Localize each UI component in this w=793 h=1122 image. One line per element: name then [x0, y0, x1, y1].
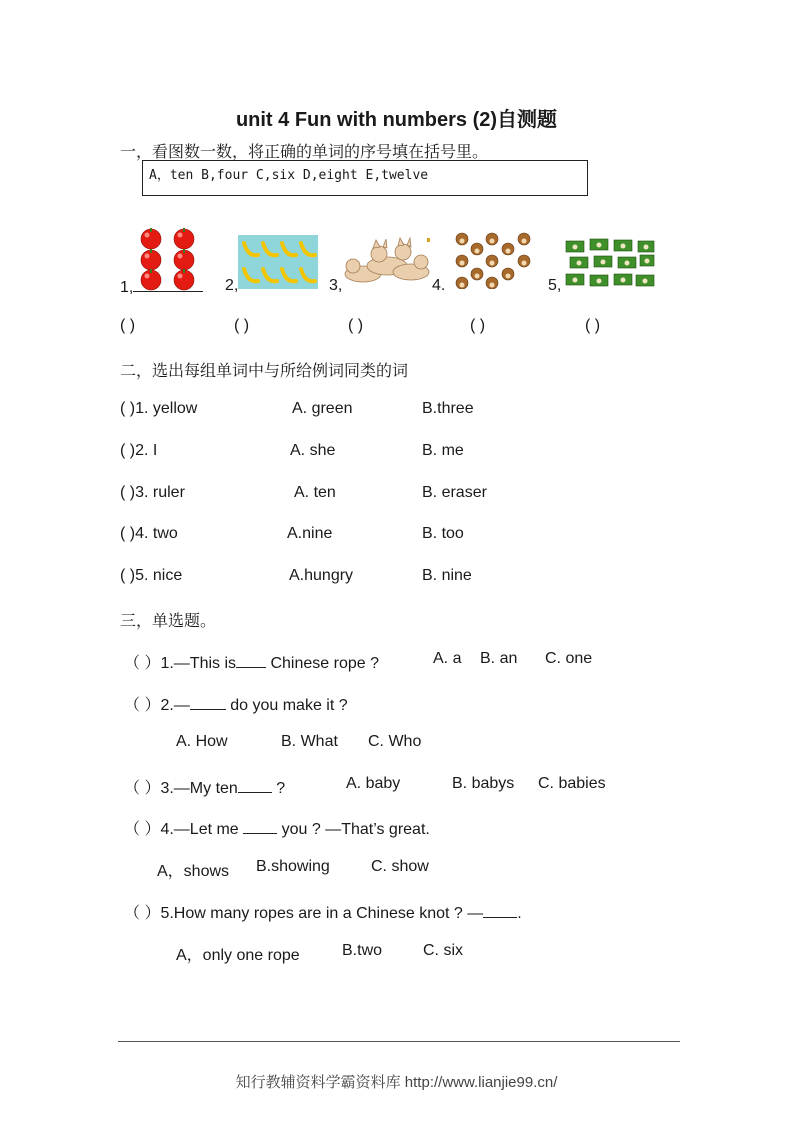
- page-title: unit 4 Fun with numbers (2)自测题: [235, 109, 558, 131]
- s3-q4-a: A，shows: [157, 863, 230, 880]
- s3-q2-a: A. How: [176, 733, 228, 750]
- answer-paren-2[interactable]: ( ): [234, 317, 250, 334]
- s3-q2: （ ）2.— do you make it ?: [124, 697, 348, 714]
- tiles-picture: [564, 237, 656, 289]
- bananas-picture: [238, 235, 318, 289]
- s3-q3: （ ）3.—My ten ?: [124, 780, 286, 797]
- s2-item-1-b: B.three: [422, 400, 474, 417]
- s2-item-2: ( )2. I: [120, 442, 158, 459]
- pic-label-1: 1,: [120, 277, 203, 297]
- s3-q4-b: B.showing: [256, 858, 330, 875]
- cats-picture: [341, 236, 433, 286]
- s3-q5: （ ）5.How many ropes are in a Chinese knot ? — .: [124, 905, 522, 922]
- s3-q3-c: C. babies: [538, 775, 606, 792]
- s3-q1-c: C. one: [545, 650, 593, 667]
- answer-paren-4[interactable]: ( ): [470, 317, 486, 334]
- s2-item-2-b: B. me: [422, 442, 464, 459]
- footer-divider: [118, 1041, 680, 1042]
- s2-item-3-a: A. ten: [294, 484, 336, 501]
- s3-q4: （ ）4.—Let me you ? —That’s great.: [124, 821, 430, 838]
- s2-item-1: ( )1. yellow: [120, 400, 198, 417]
- pic-label-3: 3,: [329, 277, 343, 294]
- s2-item-3: ( )3. ruler: [120, 484, 185, 501]
- s2-item-5: ( )5. nice: [120, 567, 183, 584]
- s2-item-5-a: A.hungry: [289, 567, 354, 584]
- s2-item-1-a: A. green: [292, 400, 353, 417]
- s3-q5-c: C. six: [423, 942, 463, 959]
- s2-item-2-a: A. she: [290, 442, 336, 459]
- s3-q2-c: C. Who: [368, 733, 422, 750]
- answer-paren-1[interactable]: ( ): [120, 317, 136, 334]
- options-box: [142, 160, 588, 196]
- answer-paren-3[interactable]: ( ): [348, 317, 364, 334]
- s3-q1: （ ）1.—This is Chinese rope ?: [124, 655, 379, 672]
- footer-text: 知行教辅资料学霸资料库 http://www.lianjie99.cn/: [235, 1074, 558, 1091]
- options-text: A，ten B,four C,six D,eight E,twelve: [149, 168, 429, 183]
- pic-label-4: 4.: [432, 277, 446, 294]
- section2-heading: 二，选出每组单词中与所给例词同类的词: [120, 361, 409, 380]
- s3-q3-b: B. babys: [452, 775, 515, 792]
- s3-q3-a: A. baby: [346, 775, 401, 792]
- pic-label-5: 5,: [548, 277, 562, 294]
- answer-paren-5[interactable]: ( ): [585, 317, 601, 334]
- s3-q5-a: A，only one rope: [176, 947, 300, 964]
- s2-item-4-b: B. too: [422, 525, 464, 542]
- s2-item-3-b: B. eraser: [422, 484, 487, 501]
- s2-item-4-a: A.nine: [287, 525, 333, 542]
- s3-q1-a: A. a: [433, 650, 462, 667]
- section3-heading: 三，单选题。: [120, 611, 217, 630]
- section1-heading: 一，看图数一数，将正确的单词的序号填在括号里。: [120, 142, 489, 161]
- s3-q5-b: B.two: [342, 942, 383, 959]
- s3-q4-c: C. show: [371, 858, 429, 875]
- s3-q1-b: B. an: [480, 650, 518, 667]
- bears-picture: [454, 231, 536, 289]
- s2-item-4: ( )4. two: [120, 525, 178, 542]
- s2-item-5-b: B. nine: [422, 567, 472, 584]
- pic-label-2: 2,: [225, 277, 239, 294]
- s3-q2-b: B. What: [281, 733, 338, 750]
